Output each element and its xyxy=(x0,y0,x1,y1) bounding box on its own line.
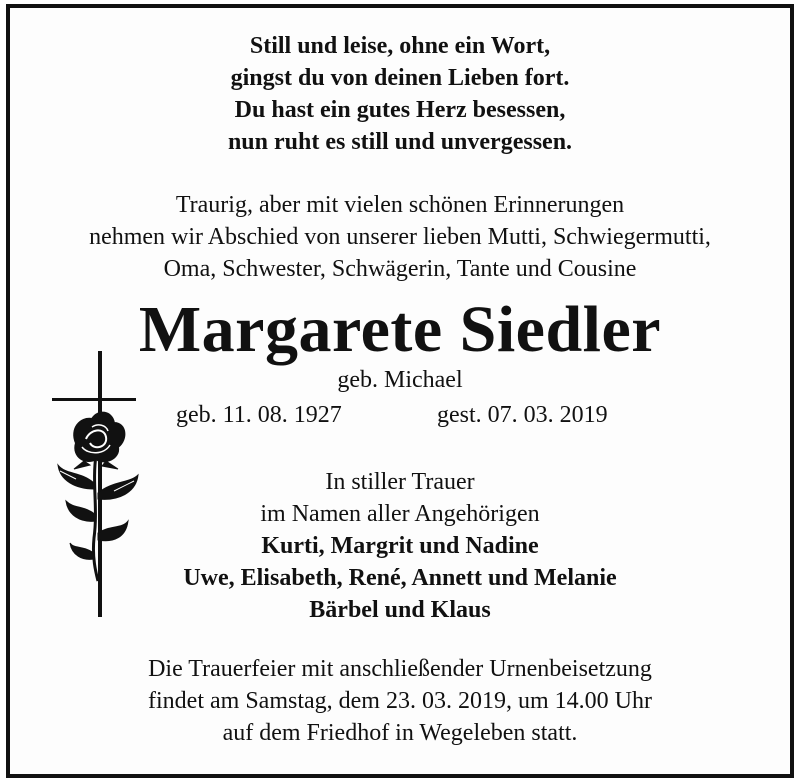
poem-line: nun ruht es still und unvergessen. xyxy=(227,129,573,155)
poem-line: gingst du von deinen Lieben fort. xyxy=(230,65,570,91)
birth-date: geb. 11. 08. 1927 xyxy=(176,402,342,428)
intro-line: Oma, Schwester, Schwägerin, Tante und Cousine xyxy=(163,256,637,282)
poem-line: Du hast ein gutes Herz besessen, xyxy=(234,97,566,123)
family-line: Uwe, Elisabeth, René, Annett und Melanie xyxy=(183,565,617,591)
intro-line: nehmen wir Abschied von unserer lieben Mutti, Schwiegermutti, xyxy=(89,224,711,250)
mourning-line: im Namen aller Angehörigen xyxy=(260,501,540,527)
death-date: gest. 07. 03. 2019 xyxy=(437,402,608,428)
farewell-intro xyxy=(10,189,790,285)
ceremony-line: Die Trauerfeier mit anschließender Urnenbeisetzung xyxy=(148,656,652,682)
intro-line: Traurig, aber mit vielen schönen Erinnerungen xyxy=(175,192,625,218)
memorial-poem xyxy=(10,30,790,158)
poem-line: Still und leise, ohne ein Wort, xyxy=(249,33,551,59)
family-line: Kurti, Margrit und Nadine xyxy=(261,533,539,559)
ceremony-details xyxy=(10,653,790,749)
mourning-line: In stiller Trauer xyxy=(325,469,475,495)
maiden-name: geb. Michael xyxy=(337,367,463,393)
mourning-signatures xyxy=(10,466,790,626)
deceased-name: Margarete Siedler xyxy=(138,293,662,366)
ceremony-line: findet am Samstag, dem 23. 03. 2019, um 14.00 Uhr xyxy=(148,688,652,714)
obituary-notice xyxy=(6,4,794,778)
family-line: Bärbel und Klaus xyxy=(309,597,491,623)
ceremony-line: auf dem Friedhof in Wegeleben statt. xyxy=(222,720,578,746)
